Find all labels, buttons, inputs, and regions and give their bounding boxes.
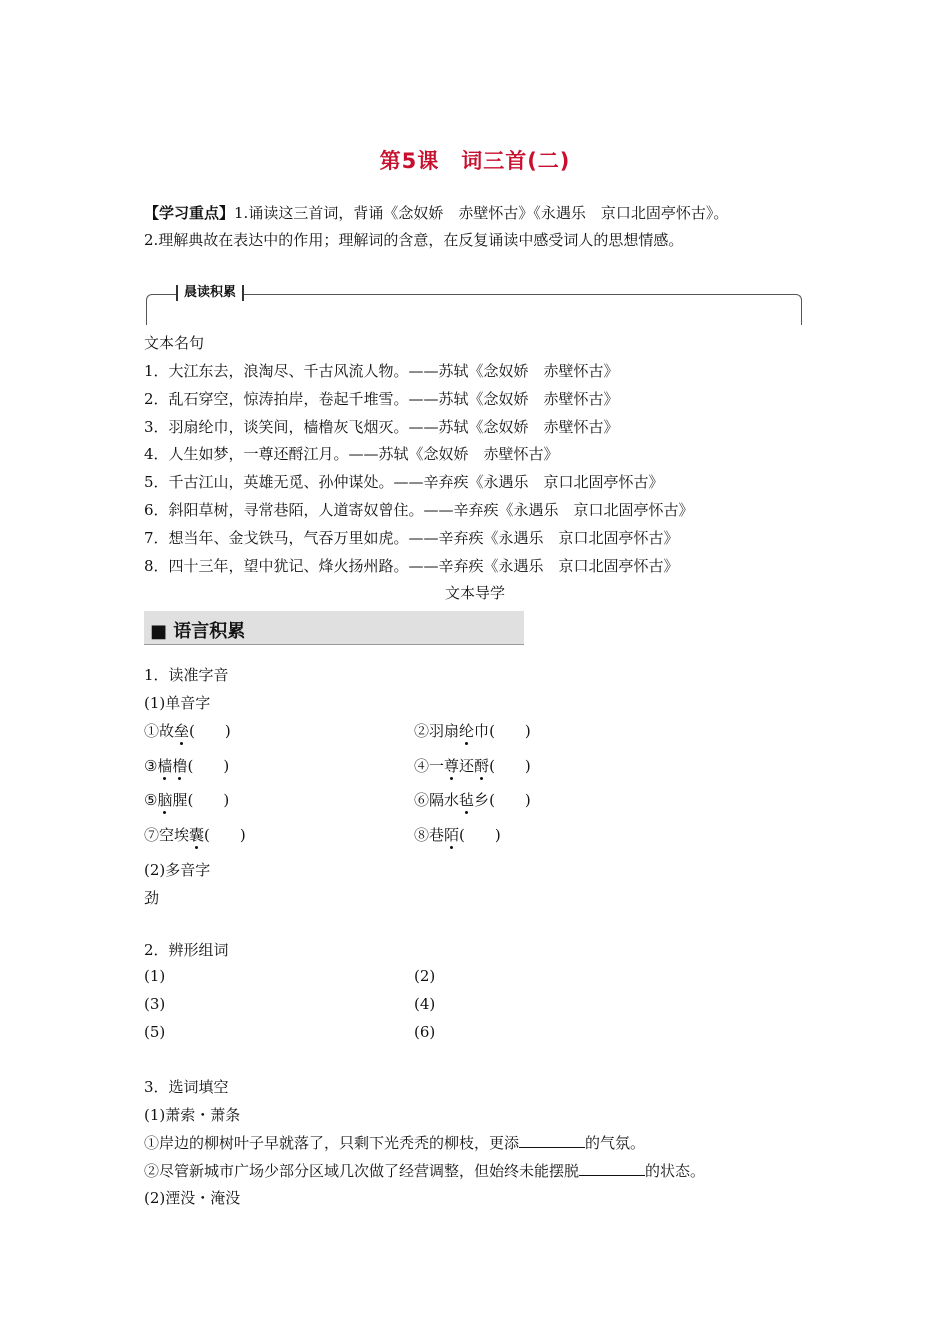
pronounce-item: ⑧巷陌( ) — [414, 826, 501, 844]
answer-blank[interactable] — [519, 1133, 585, 1148]
shape-heading: 2．辨形组词 — [144, 941, 229, 959]
shape-item: (5) — [144, 1023, 166, 1041]
famous-line: 7．想当年、金戈铁马，气吞万里如虎。——辛弃疾《永遇乐 京口北固亭怀古》 — [144, 529, 679, 547]
shape-item: (4) — [414, 995, 436, 1013]
shape-item: (2) — [414, 967, 436, 985]
pronounce-item: ①故垒( ) — [144, 722, 231, 740]
fill-q1-a: ①岸边的柳树叶子早就落了，只剩下光秃秃的柳枝，更添 的气氛。 — [144, 1134, 646, 1152]
multi-sound-char: 劲 — [144, 889, 160, 907]
famous-line: 5．千古江山，英雄无觅、孙仲谋处。——辛弃疾《永遇乐 京口北固亭怀古》 — [144, 473, 664, 491]
fill-heading: 3．选词填空 — [144, 1078, 229, 1096]
famous-line: 8．四十三年，望中犹记、烽火扬州路。——辛弃疾《永遇乐 京口北固亭怀古》 — [144, 557, 679, 575]
pronounce-item: ⑤脑腥( ) — [144, 791, 230, 809]
pronounce-item: ⑦空埃囊( ) — [144, 826, 246, 844]
shape-item: (6) — [414, 1023, 436, 1041]
single-sound-heading: (1)单音字 — [144, 694, 211, 712]
pronounce-item: ③樯橹( ) — [144, 757, 230, 775]
pronounce-item: ④一尊还酹( ) — [414, 757, 531, 775]
fill-q1-b: ②尽管新城市广场少部分区域几次做了经营调整，但始终未能摆脱 的状态。 — [144, 1162, 706, 1180]
famous-line: 3．羽扇纶巾，谈笑间，樯橹灰飞烟灭。——苏轼《念奴娇 赤壁怀古》 — [144, 418, 619, 436]
pronounce-heading: 1．读准字音 — [144, 666, 229, 684]
study-focus-line1 — [144, 202, 728, 223]
guide-heading: 文本导学 — [444, 584, 505, 602]
fill-q2-heading: (2)湮没・淹没 — [144, 1189, 241, 1207]
fill-q1-heading: (1)萧索・萧条 — [144, 1106, 241, 1124]
famous-line: 2．乱石穿空，惊涛拍岸，卷起千堆雪。——苏轼《念奴娇 赤壁怀古》 — [144, 390, 619, 408]
famous-line: 6．斜阳草树，寻常巷陌，人道寄奴曾住。——辛弃疾《永遇乐 京口北固亭怀古》 — [144, 501, 694, 519]
shape-item: (1) — [144, 967, 166, 985]
famous-line: 1．大江东去，浪淘尽、千古风流人物。——苏轼《念奴娇 赤壁怀古》 — [144, 362, 619, 380]
morning-reading-box — [146, 294, 802, 325]
study-focus-line2: 2.理解典故在表达中的作用；理解词的含意，在反复诵读中感受词人的思想情感。 — [144, 231, 684, 249]
shape-item: (3) — [144, 995, 166, 1013]
pronounce-item: ⑥隔水毡乡( ) — [414, 791, 531, 809]
famous-line: 4．人生如梦，一尊还酹江月。——苏轼《念奴娇 赤壁怀古》 — [144, 445, 559, 463]
section-language-label: ■ 语言积累 — [150, 621, 246, 642]
answer-blank[interactable] — [579, 1161, 645, 1176]
study-focus-text1: 1.诵读这三首词，背诵《念奴娇 赤壁怀古》《永遇乐 京口北固亭怀古》。 — [234, 204, 729, 222]
page-title: 第5课 词三首(二) — [379, 149, 571, 173]
famous-lines-heading: 文本名句 — [144, 334, 205, 352]
study-focus-label: 【学习重点】 — [144, 204, 235, 222]
morning-reading-tag: 晨读积累 — [176, 285, 244, 301]
multi-sound-heading: (2)多音字 — [144, 861, 211, 879]
section-language-bar — [144, 611, 524, 645]
pronounce-item: ②羽扇纶巾( ) — [414, 722, 531, 740]
